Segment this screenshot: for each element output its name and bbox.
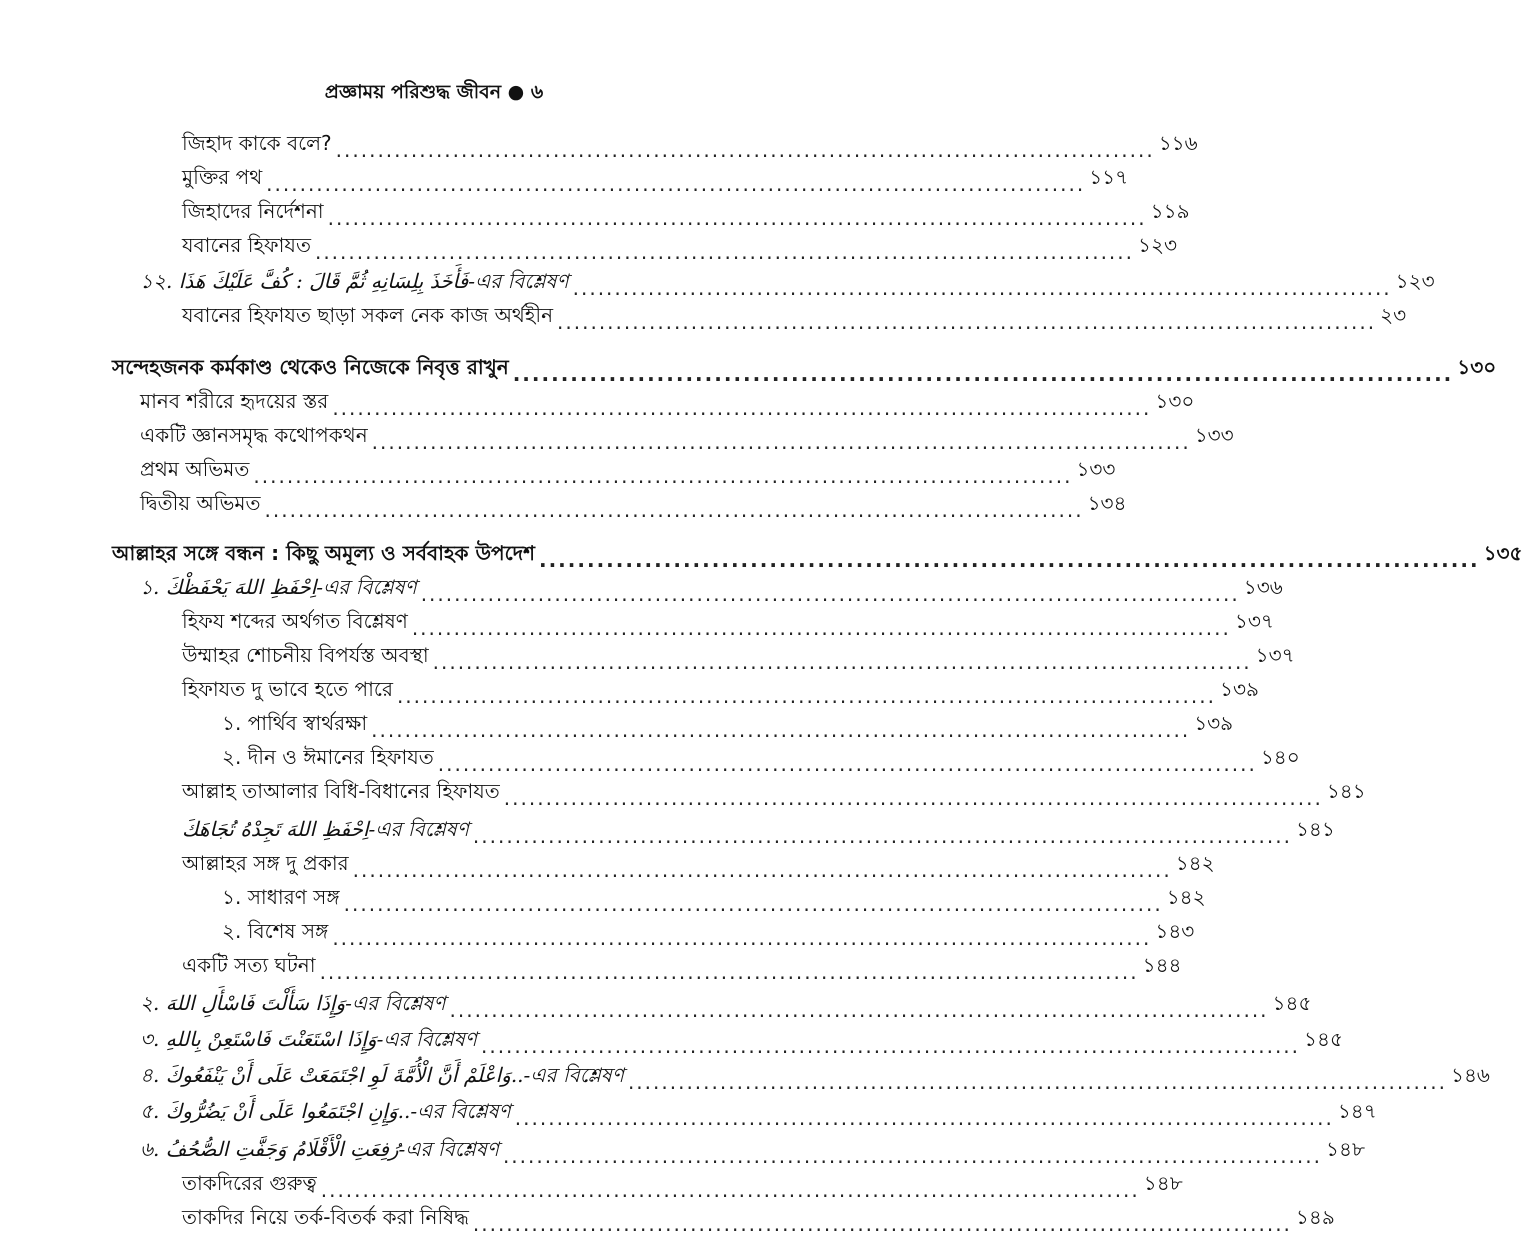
toc-entry-page: ১১৭	[1089, 165, 1129, 189]
toc-entry-page: ১৩০	[1457, 355, 1497, 379]
dot-leader: ..................................................................................................	[319, 960, 1139, 984]
dot-leader: ..................................................................................................	[396, 684, 1216, 708]
toc-entry-page: ১৩৯	[1219, 677, 1259, 701]
dot-leader: ..................................................................................................	[557, 310, 1377, 334]
toc-entry-title: আল্লাহর সঙ্গ দু প্রকার	[182, 851, 349, 875]
toc-entry	[182, 642, 1295, 674]
toc-entry-page: ১৪১	[1326, 779, 1366, 803]
toc-entry-title: ১. اِحْفَظِ اللهَ يَحْفَظْكَ-এর বিশ্লেষণ	[140, 575, 417, 599]
toc-entry-page: ১৪৩	[1155, 919, 1195, 943]
toc-entry-page: ১৩৭	[1255, 643, 1295, 667]
toc-entry-title: যবানের হিফাযত	[182, 233, 311, 257]
toc-entry	[182, 952, 1182, 984]
toc-section	[106, 540, 1523, 572]
dot-leader: ..................................................................................................	[514, 1106, 1334, 1130]
dot-leader: ..................................................................................................	[266, 172, 1086, 196]
toc-entry	[182, 198, 1190, 230]
toc-entry-page: ১৪৮	[1143, 1171, 1183, 1195]
toc-entry-page: ১৩৩	[1076, 457, 1116, 481]
toc-entry	[222, 884, 1206, 916]
toc-entry	[182, 130, 1198, 162]
toc-entry-title: যবানের হিফাযত ছাড়া সকল নেক কাজ অর্থহীন	[182, 303, 554, 327]
toc-entry-page: ১৩৬	[1243, 575, 1283, 599]
toc-entry	[182, 1170, 1183, 1202]
dot-leader: ..................................................................................................	[335, 138, 1155, 162]
toc-entry-title: প্রথম অভিমত	[140, 457, 250, 481]
dot-leader: ..................................................................................................	[411, 616, 1231, 640]
toc-entry-title: ১২. فَأَخَذَ بِلِسَانِهِ ثُمَّ قَالَ : كُفَّ عَلَيْكَ هَذَا-এর বিশ্লেষণ	[140, 269, 569, 293]
toc-entry	[140, 990, 1312, 1022]
toc-entry-page: ১৪৯	[1295, 1205, 1335, 1229]
toc-entry	[182, 232, 1177, 264]
toc-entry	[182, 1204, 1335, 1236]
toc-entry-page: ১৩৭	[1234, 609, 1274, 633]
toc-section-title: সন্দেহজনক কর্মকাণ্ড থেকেও নিজেকে নিবৃত্ত রাখুন	[112, 355, 509, 379]
toc-entry-title: ২. বিশেষ সঙ্গ	[222, 919, 329, 943]
toc-entry-page: ১৪০	[1260, 745, 1300, 769]
toc-entry-title: দ্বিতীয় অভিমত	[140, 491, 261, 515]
toc-entry-page: ১৪৮	[1325, 1137, 1365, 1161]
dot-leader: ..................................................................................................	[371, 430, 1191, 454]
toc-entry-title: ২. وَإِذَا سَأَلْتَ فَاسْأَلِ اللهَ-এর বিশ্লেষণ	[140, 991, 446, 1015]
toc-section-title: আল্লাহর সঙ্গে বন্ধন : কিছু অমূল্য ও সর্ববাহক উপদেশ	[112, 541, 535, 565]
dot-leader: ..................................................................................................	[480, 1034, 1301, 1058]
dot-leader: ..................................................................................................	[264, 498, 1084, 522]
toc-entry-page: ১১৯	[1150, 199, 1190, 223]
toc-entry-page: ১৪৫	[1272, 991, 1312, 1015]
toc-entry-page: ১৪২	[1166, 885, 1206, 909]
dot-leader: ..................................................................................................	[371, 718, 1191, 742]
dot-leader: ..................................................................................................	[437, 752, 1257, 776]
toc-entry-page: ১৩৪	[1087, 491, 1127, 515]
toc-entry	[140, 1098, 1377, 1130]
toc-entry	[140, 456, 1116, 488]
toc-entry-page: ১৩৫	[1483, 541, 1523, 565]
toc-entry-title: তাকদিরের গুরুত্ব	[182, 1171, 317, 1195]
toc-entry-title: ২. দীন ও ঈমানের হিফাযত	[222, 745, 434, 769]
dot-leader: ..................................................................................................	[472, 1212, 1292, 1236]
toc-entry-title: একটি জ্ঞানসমৃদ্ধ কথোপকথন	[140, 423, 368, 447]
dot-leader: ..................................................................................................	[320, 1178, 1140, 1202]
toc-entry-page: ১৩০	[1155, 389, 1195, 413]
toc-entry	[182, 778, 1366, 810]
dot-leader: ..................................................................................................	[572, 276, 1392, 300]
toc-entry-title: আল্লাহ তাআলার বিধি-বিধানের হিফাযত	[182, 779, 500, 803]
toc-entry-title: হিফয শব্দের অর্থগত বিশ্লেষণ	[182, 609, 408, 633]
toc-entry-page: ১৪১	[1295, 817, 1335, 841]
toc-entry-page: ১২৩	[1138, 233, 1177, 257]
dot-leader: ..................................................................................................	[432, 650, 1252, 674]
toc-entry	[182, 302, 1407, 334]
dot-leader: ..................................................................................................	[343, 892, 1163, 916]
toc-entry-page: ২৩	[1380, 303, 1407, 327]
dot-leader: ..................................................................................................	[538, 548, 1480, 572]
toc-entry	[182, 816, 1335, 848]
toc-entry	[140, 1136, 1365, 1168]
toc-entry-title: জিহাদ কাকে বলে?	[182, 131, 332, 155]
toc-entry-title: তাকদির নিয়ে তর্ক-বিতর্ক করা নিষিদ্ধ	[182, 1205, 469, 1229]
toc-entry-title: ৪. وَاعْلَمْ أَنَّ الْأُمَّةَ لَوِ اجْتَمَعَتْ عَلَى أَنْ يَنْفَعُوكَ..-এর বিশ্লেষণ	[140, 1063, 624, 1087]
toc-entry-page: ১৪৬	[1450, 1063, 1490, 1087]
toc-entry	[222, 918, 1195, 950]
toc-entry-title: ১. সাধারণ সঙ্গ	[222, 885, 340, 909]
toc-entry	[182, 850, 1215, 882]
toc-entry-title: ১. পার্থিব স্বার্থরক্ষা	[222, 711, 368, 735]
toc-entry	[222, 710, 1234, 742]
dot-leader: ..................................................................................................	[332, 926, 1152, 950]
toc-entry	[140, 574, 1283, 606]
dot-leader: ..................................................................................................	[420, 582, 1240, 606]
dot-leader: ..................................................................................................	[627, 1070, 1447, 1094]
toc-entry-title: ৬. رُفِعَتِ الْأَقْلَامُ وَجَفَّتِ الصُّحُفُ-এর বিশ্লেষণ	[140, 1137, 499, 1161]
toc-entry-page: ১৩৯	[1194, 711, 1234, 735]
dot-leader: ..................................................................................................	[512, 362, 1454, 386]
toc-entry	[140, 1026, 1343, 1058]
toc-entry-page: ১৪৭	[1337, 1099, 1377, 1123]
toc-entry-title: একটি সত্য ঘটনা	[182, 953, 316, 977]
toc-entry-page: ১৪৪	[1142, 953, 1182, 977]
dot-leader: ..................................................................................................	[449, 998, 1269, 1022]
toc-entry-page: ১২৩	[1395, 269, 1435, 293]
toc-entry	[140, 422, 1234, 454]
toc-entry-title: اِحْفَظِ اللهَ تَجِدْهُ تُجَاهَكَ-এর বিশ্লেষণ	[182, 817, 469, 841]
toc-entry-title: ৫. وَإِنِ اجْتَمَعُوا عَلَى أَنْ يَضُرُّوكَ..-এর বিশ্লেষণ	[140, 1099, 511, 1123]
dot-leader: ..................................................................................................	[472, 824, 1292, 848]
toc-entry-title: মুক্তির পথ	[182, 165, 263, 189]
toc-entry	[140, 490, 1127, 522]
toc-entry	[140, 388, 1195, 420]
page-header: প্রজ্ঞাময় পরিশুদ্ধ জীবন ● ৬	[324, 81, 544, 103]
toc-entry	[140, 1062, 1490, 1094]
toc-entry	[182, 676, 1259, 708]
toc-entry-title: হিফাযত দু ভাবে হতে পারে	[182, 677, 393, 701]
toc-entry	[182, 608, 1274, 640]
dot-leader: ..................................................................................................	[314, 240, 1134, 264]
toc-entry-page: ১৪২	[1175, 851, 1215, 875]
dot-leader: ..................................................................................................	[332, 396, 1152, 420]
toc-entry-title: মানব শরীরে হৃদয়ের স্তর	[140, 389, 329, 413]
toc-entry-title: ৩. وَإِذَا اسْتَعَنْتَ فَاسْتَعِنْ بِاللهِ-এর বিশ্লেষণ	[140, 1027, 477, 1051]
toc-entry-page: ১৪৫	[1304, 1027, 1343, 1051]
toc-entry-page: ১৩৩	[1194, 423, 1234, 447]
toc-entry	[182, 164, 1129, 196]
toc-entry	[222, 744, 1300, 776]
toc-entry-title: জিহাদের নির্দেশনা	[182, 199, 324, 223]
dot-leader: ..................................................................................................	[327, 206, 1147, 230]
toc-section	[106, 354, 1497, 386]
toc-entry	[140, 268, 1435, 300]
dot-leader: ..................................................................................................	[502, 1144, 1322, 1168]
dot-leader: ..................................................................................................	[352, 858, 1172, 882]
toc-entry-page: ১১৬	[1158, 131, 1198, 155]
dot-leader: ..................................................................................................	[253, 464, 1073, 488]
dot-leader: ..................................................................................................	[503, 786, 1323, 810]
toc-entry-title: উম্মাহর শোচনীয় বিপর্যস্ত অবস্থা	[182, 643, 429, 667]
